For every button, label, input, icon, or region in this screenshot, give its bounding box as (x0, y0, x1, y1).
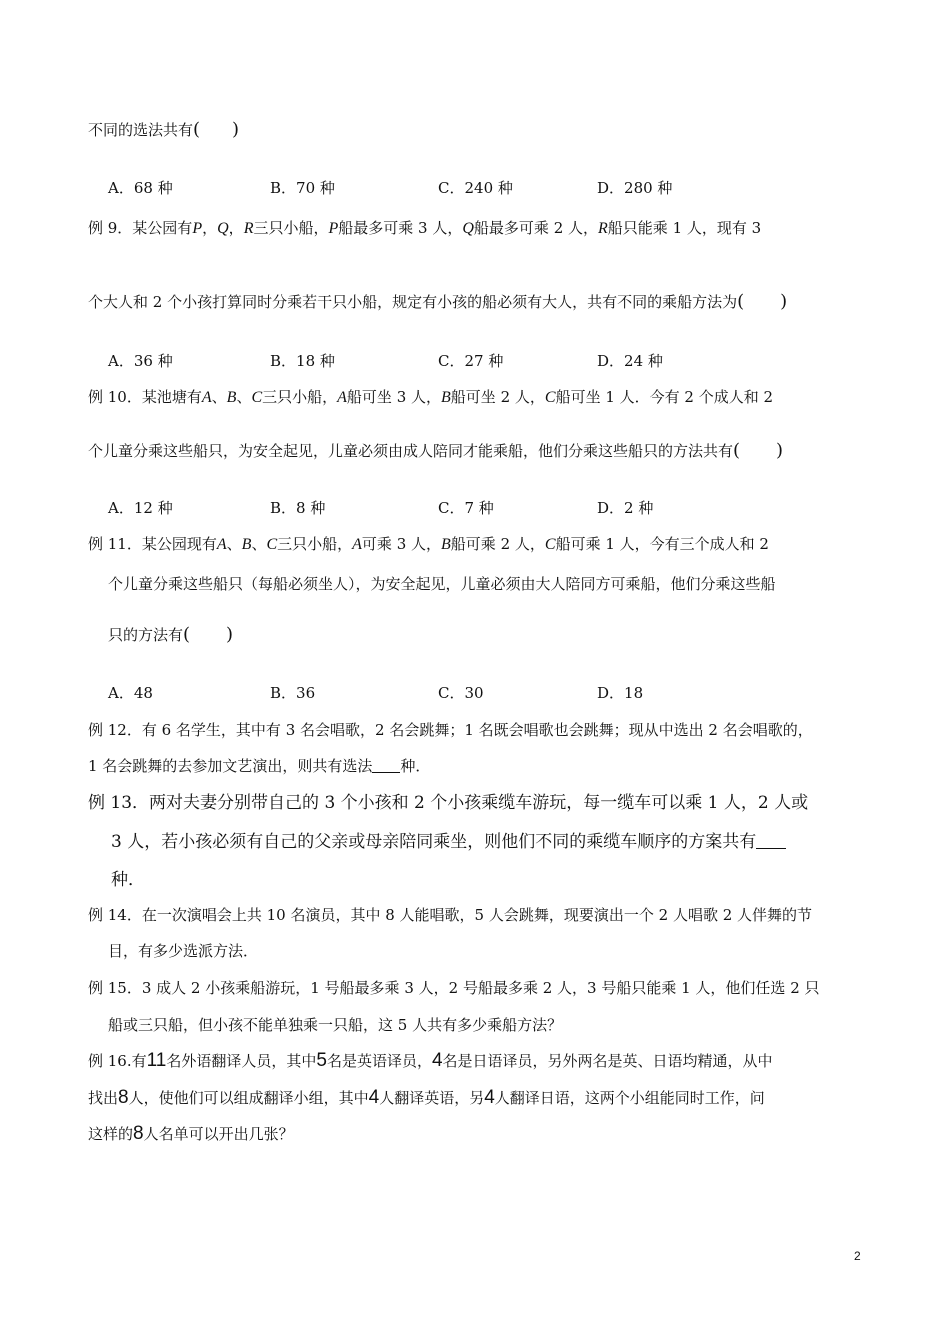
q10-option-a: A．12 种 (108, 499, 173, 517)
q9-paren-open: ( (737, 291, 745, 312)
q9-var-r: R (243, 220, 254, 237)
q11-stem-line1 (88, 534, 769, 555)
q16-a4: 名是日语译员，另外两名是英、日语均精通，从中 (442, 1052, 773, 1070)
q9-var-r2: R (598, 220, 608, 237)
q16-a3: 名是英语译员， (326, 1052, 432, 1070)
q9-text1: 三只小船， (253, 219, 329, 237)
q16-line3 (88, 1124, 294, 1144)
q11-var-c2: C (544, 536, 556, 553)
q10-line2-text: 个儿童分乘这些船只，为安全起见，儿童必须由成人陪同才能乘船，他们分乘这些船只的方法共有 (88, 442, 734, 460)
q16-line1 (88, 1051, 773, 1071)
q11-sep1: 、 (226, 535, 242, 553)
q9-label: 例 9．某公园有 (88, 219, 193, 237)
q11-var-b: B (241, 536, 252, 553)
q16-num-8b: 8 (133, 1123, 144, 1144)
q8-stem-tail (88, 120, 239, 140)
q16-a1: 例 16.有 (88, 1052, 147, 1070)
q11-option-b: B．36 (270, 684, 316, 702)
q9-var-p2: P (328, 220, 339, 237)
q11-text3: 船可乘 2 人， (450, 535, 545, 553)
q10-paren-open: ( (733, 440, 741, 461)
q16-num-5: 5 (316, 1050, 327, 1071)
q8-option-b: B．70 种 (270, 179, 335, 197)
q10-var-b: B (226, 389, 237, 406)
q11-text4: 船可乘 1 人，今有三个成人和 2 (555, 535, 769, 553)
q9-stem-line1 (88, 218, 761, 239)
q9-var-p: P (192, 220, 203, 237)
q8-paren-close: ) (232, 119, 240, 140)
q12-line2 (88, 756, 430, 776)
q9-sep2: ， (228, 219, 244, 237)
q13-line2-text: 3 人，若小孩必须有自己的父亲或母亲陪同乘坐，则他们不同的乘缆车顺序的方案共有 (111, 832, 757, 852)
q16-b1: 找出 (88, 1089, 119, 1107)
q9-paren-close: ) (780, 291, 788, 312)
q11-var-c: C (266, 536, 278, 553)
q15-line1: 例 15．3 成人 2 小孩乘船游玩，1 号船最多乘 3 人，2 号船最多乘 2 人，3 号船只能乘 1 人，他们任选 2 只 (88, 979, 820, 997)
q16-c1: 这样的 (88, 1125, 134, 1143)
q9-line2-text: 个大人和 2 个小孩打算同时分乘若干只小船，规定有小孩的船必须有大人，共有不同的乘船方法为 (88, 293, 738, 311)
q11-option-d: D．18 (597, 684, 644, 702)
q11-label: 例 11．某公园现有 (88, 535, 217, 553)
q16-num-8: 8 (118, 1087, 129, 1108)
q9-text2: 船最多可乘 3 人， (338, 219, 463, 237)
q11-var-a: A (216, 536, 227, 553)
q15-line2: 船或三只船，但小孩不能单独乘一只船，这 5 人共有多少乘船方法？ (108, 1016, 563, 1034)
q16-c2: 人名单可以开出几张？ (143, 1125, 294, 1143)
q11-text1: 三只小船， (277, 535, 353, 553)
q13-line2 (111, 831, 786, 853)
q12-line2-a: 1 名会跳舞的去参加文艺演出，则共有选法 (88, 757, 373, 775)
q14-line1: 例 14．在一次演唱会上共 10 名演员，其中 8 人能唱歌，5 人会跳舞，现要演出一个 2 人唱歌 2 人伴舞的节 (88, 906, 813, 924)
q8-text: 不同的选法共有 (88, 121, 194, 139)
q11-option-a: A．48 (108, 684, 153, 702)
q10-sep2: 、 (236, 388, 252, 406)
q10-option-c: C．7 种 (438, 499, 494, 517)
q14-line2: 目，有多少选派方法． (108, 942, 259, 960)
q10-var-b2: B (441, 389, 451, 406)
q10-text3: 船可坐 2 人， (450, 388, 545, 406)
q12-answer-blank[interactable] (372, 758, 400, 773)
q11-line3-text: 只的方法有 (108, 626, 184, 644)
q10-var-c: C (251, 389, 263, 406)
q16-num-4a: 4 (368, 1087, 380, 1108)
q9-option-a: A．36 种 (108, 352, 173, 370)
q10-label: 例 10．某池塘有 (88, 388, 202, 406)
q8-paren-open: ( (193, 119, 201, 140)
q10-stem-line1 (88, 387, 773, 408)
q10-sep1: 、 (211, 388, 227, 406)
q9-text4: 船只能乘 1 人，现有 3 (607, 219, 762, 237)
q11-sep2: 、 (251, 535, 267, 553)
q11-text2: 可乘 3 人， (361, 535, 442, 553)
q10-stem-line2 (88, 441, 783, 461)
q16-num-11: 11 (146, 1050, 167, 1071)
q16-b3: 人翻译英语，另 (379, 1089, 485, 1107)
q11-stem-line2: 个儿童分乘这些船只（每船必须坐人），为安全起见，儿童必须由大人陪同方可乘船，他们分乘这些船 (108, 575, 776, 593)
q11-paren-open: ( (183, 624, 191, 645)
q16-num-4b: 4 (484, 1087, 495, 1108)
q10-text4: 船可坐 1 人．今有 2 个成人和 2 (555, 388, 774, 406)
q10-text2: 船可坐 3 人， (346, 388, 442, 406)
q9-var-q: Q (217, 220, 229, 237)
q16-line2 (88, 1088, 765, 1108)
q12-line1: 例 12．有 6 名学生，其中有 3 名会唱歌，2 名会跳舞；1 名既会唱歌也会跳舞；现从中选出 2 名会唱歌的， (88, 721, 813, 739)
q9-option-c: C．27 种 (438, 352, 504, 370)
q13-line1: 例 13．两对夫妻分别带自己的 3 个小孩和 2 个小孩乘缆车游玩，每一缆车可以乘 1 人，2 人或 (88, 793, 809, 813)
q9-text3: 船最多可乘 2 人， (473, 219, 599, 237)
q9-stem-line2 (88, 292, 787, 312)
q11-var-b2: B (441, 536, 451, 553)
q11-stem-line3 (108, 625, 233, 645)
q10-option-b: B．8 种 (270, 499, 326, 517)
q16-num-4: 4 (431, 1050, 443, 1071)
q16-b2: 人，使他们可以组成翻译小组，其中 (128, 1089, 369, 1107)
q10-option-d: D．2 种 (597, 499, 654, 517)
q11-paren-close: ) (226, 624, 234, 645)
q10-text1: 三只小船， (262, 388, 338, 406)
q10-var-a: A (201, 389, 212, 406)
q10-paren-close: ) (776, 440, 784, 461)
q8-option-d: D．280 种 (597, 179, 673, 197)
q11-option-c: C．30 (438, 684, 484, 702)
q10-var-a2: A (337, 389, 347, 406)
q8-option-c: C．240 种 (438, 179, 513, 197)
q16-b4: 人翻译日语，这两个小组能同时工作，问 (494, 1089, 765, 1107)
q9-option-b: B．18 种 (270, 352, 335, 370)
q9-var-q2: Q (462, 220, 474, 237)
q12-line2-b: 种． (400, 757, 431, 775)
q13-line3: 种． (111, 870, 145, 890)
q16-a2: 名外语翻译人员，其中 (166, 1052, 317, 1070)
q10-var-c2: C (544, 389, 556, 406)
q9-option-d: D．24 种 (597, 352, 663, 370)
q8-option-a: A．68 种 (108, 179, 173, 197)
q9-sep1: ， (202, 219, 218, 237)
page-number: 2 (854, 1249, 861, 1263)
q11-var-a2: A (352, 536, 362, 553)
q13-answer-blank[interactable] (756, 832, 786, 849)
